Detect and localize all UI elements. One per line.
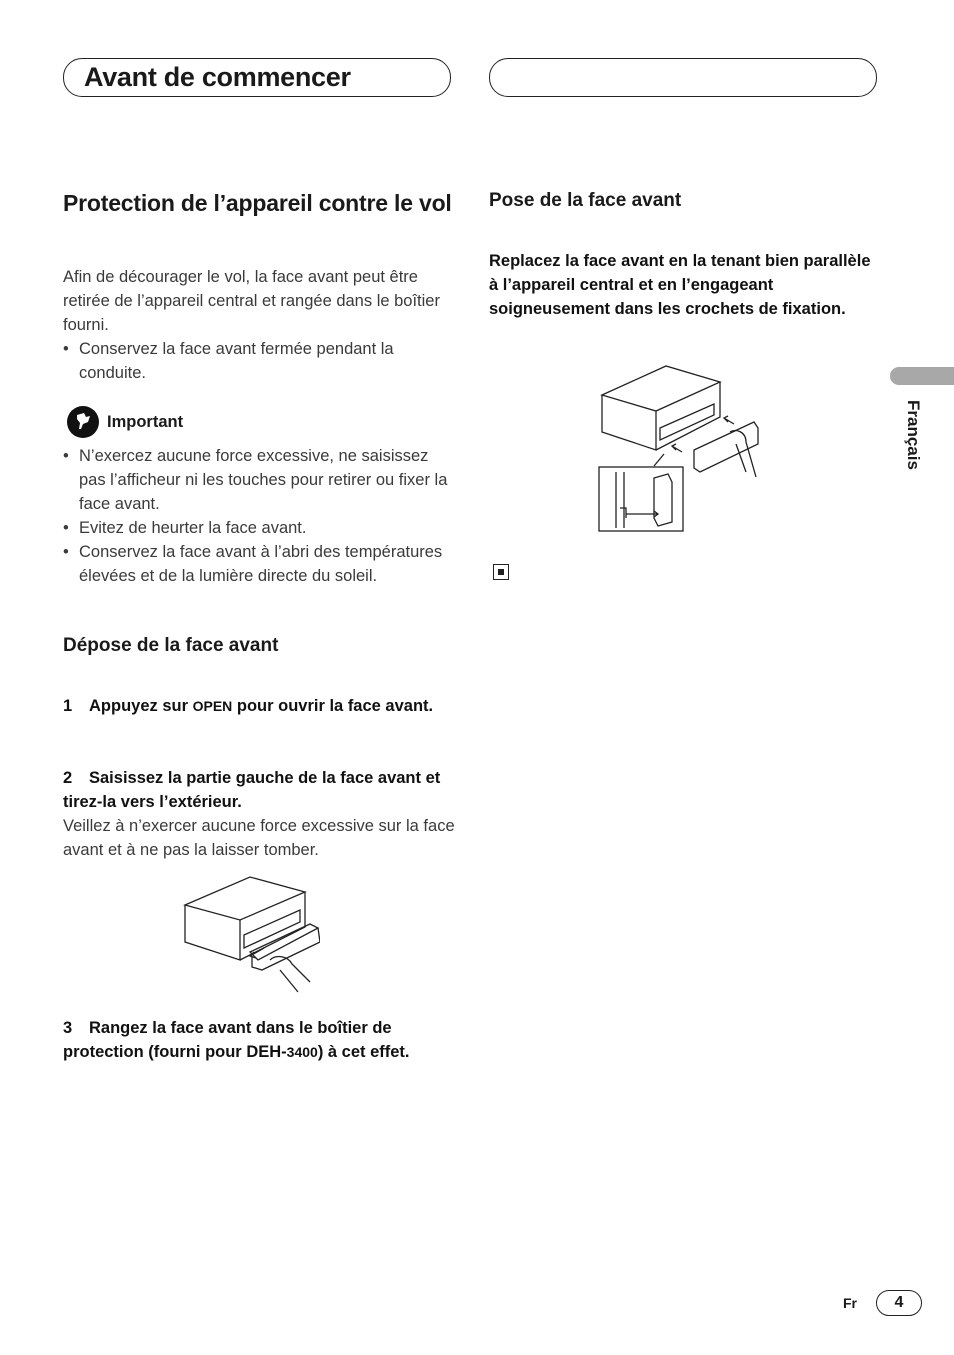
step-1-text-a: Appuyez sur	[89, 697, 193, 715]
model-number: 3400	[286, 1044, 318, 1060]
removal-illustration	[180, 872, 320, 994]
important-bullet: • N’exercez aucune force excessive, ne saisissez pas l’afficheur ni les touches pour retirer ou fixer la face avant.	[63, 444, 455, 516]
language-tab-label: Français	[904, 400, 923, 470]
page-number: 4	[876, 1290, 922, 1316]
step-3-text-a: Rangez la face avant dans le boîtier de protection (fourni pour	[63, 1019, 392, 1061]
open-key-label: OPEN	[192, 698, 233, 714]
install-illustration	[596, 362, 766, 534]
important-icon	[66, 405, 100, 439]
page-title: Avant de commencer	[84, 62, 351, 92]
step-number: 2	[63, 769, 73, 787]
language-tab-marker	[890, 367, 954, 385]
header-title-box	[63, 58, 451, 97]
step-2	[63, 766, 455, 814]
important-bullet: • Conservez la face avant à l’abri des températures élevées et de la lumière directe du soleil.	[63, 540, 455, 588]
important-list	[63, 444, 455, 588]
important-bullet: • Evitez de heurter la face avant.	[63, 516, 455, 540]
step-2-text: Saisissez la partie gauche de la face avant et tirez-la vers l’extérieur.	[63, 769, 441, 811]
step-number: 1	[63, 697, 73, 715]
step-number: 3	[63, 1019, 73, 1037]
subsection-title-install: Pose de la face avant	[489, 190, 682, 211]
install-instruction: Replacez la face avant en la tenant bien parallèle à l’appareil central et en l’engageant soigneusement dans les crochets de fixation.	[489, 252, 871, 318]
footer-language-code: Fr	[843, 1295, 857, 1311]
subsection-title-removal: Dépose de la face avant	[63, 635, 279, 656]
step-2-note: Veillez à n’exercer aucune force excessive sur la face avant et à ne pas la laisser tomber.	[63, 817, 455, 859]
important-label: Important	[107, 413, 184, 431]
step-3-text-b: ) à cet effet.	[317, 1043, 410, 1061]
section-title-protection: Protection de l’appareil contre le vol	[63, 190, 452, 216]
intro-bullet: • Conservez la face avant fermée pendant la conduite.	[63, 337, 455, 385]
header-right-box	[489, 58, 877, 97]
end-of-section-mark	[493, 564, 509, 580]
step-3	[63, 1016, 455, 1064]
intro-paragraph	[63, 265, 455, 385]
step-1	[63, 694, 455, 718]
step-1-text-b: pour ouvrir la face avant.	[232, 697, 434, 715]
model-prefix: DEH-	[246, 1043, 287, 1061]
intro-text: Afin de décourager le vol, la face avant peut être retirée de l’appareil central et rangée dans le boîtier fourni.	[63, 268, 440, 334]
